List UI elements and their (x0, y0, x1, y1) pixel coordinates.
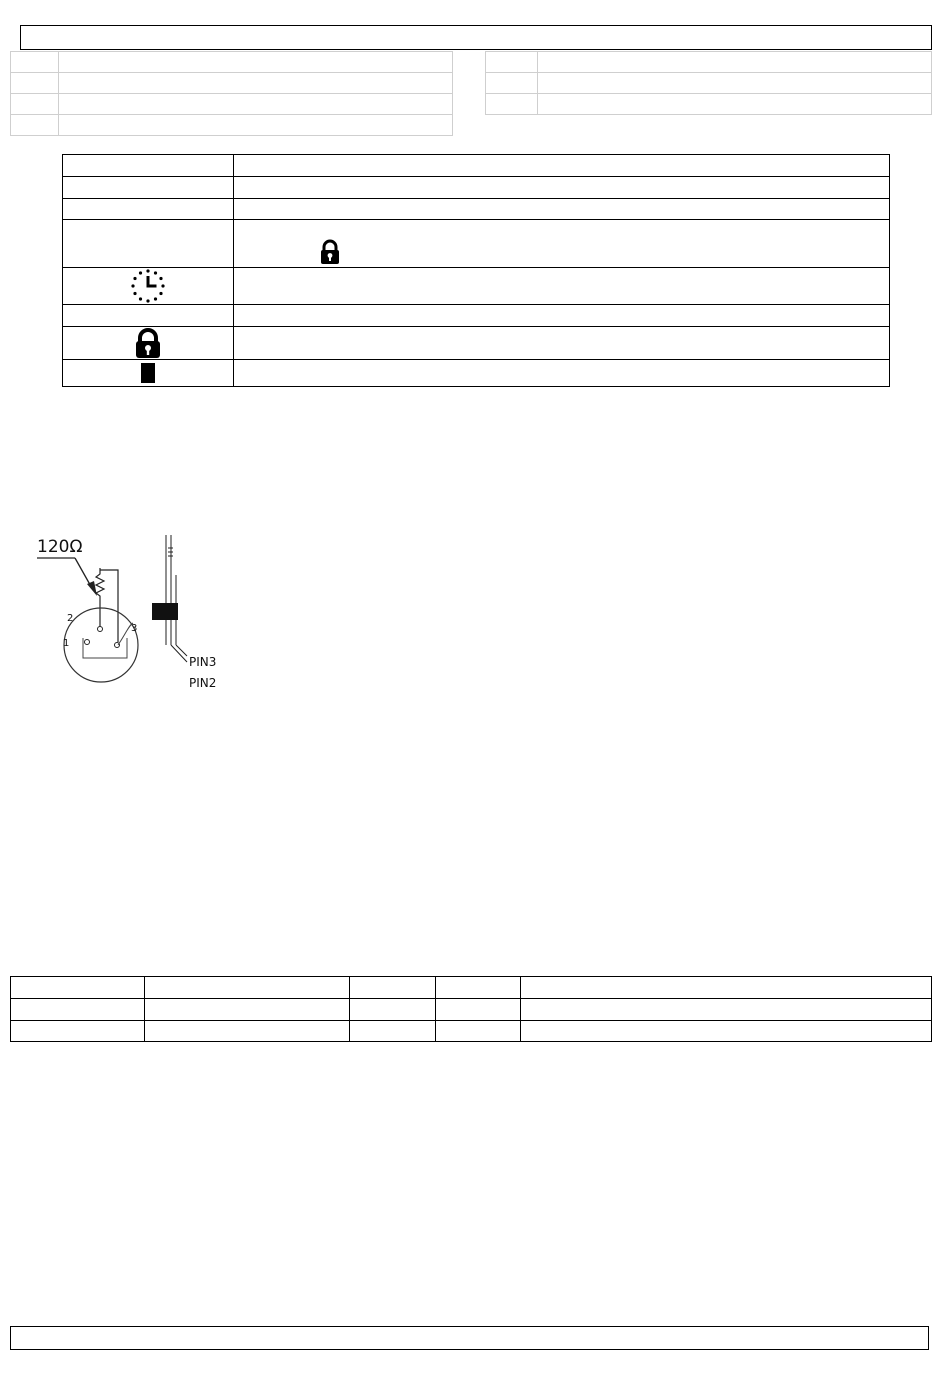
icon-table (62, 154, 890, 387)
pin2-label: PIN2 (189, 676, 217, 690)
clock-dot (139, 297, 142, 300)
table-cell (234, 177, 890, 199)
table-cell (145, 999, 350, 1021)
resistor-symbol (96, 568, 104, 627)
table-cell (486, 52, 538, 73)
table-cell (350, 977, 436, 999)
pin-hole (98, 627, 103, 632)
table-row (11, 999, 932, 1021)
table-cell (521, 1021, 932, 1042)
header-bar (20, 25, 932, 50)
clock-dot (146, 269, 149, 272)
clock-dot (133, 277, 136, 280)
table-cell (63, 177, 234, 199)
table-cell (11, 52, 59, 73)
clock-dot (146, 299, 149, 302)
black-square-icon (140, 362, 156, 384)
table-row (63, 268, 890, 305)
table-cell (538, 73, 932, 94)
table-row (63, 177, 890, 199)
clock-dot (131, 284, 134, 287)
pin-number: 1 (63, 638, 70, 649)
clock-dot (159, 277, 162, 280)
table-cell (63, 199, 234, 220)
pin-hole (85, 640, 90, 645)
bottom-table (10, 976, 932, 1042)
table-cell (11, 73, 59, 94)
clock-dot (154, 271, 157, 274)
table-cell (436, 977, 521, 999)
table-cell (350, 1021, 436, 1042)
table-cell (234, 360, 890, 387)
clock-dot (154, 297, 157, 300)
table-cell (11, 999, 145, 1021)
table-cell (436, 1021, 521, 1042)
table-row (63, 220, 890, 268)
table-cell (11, 115, 59, 136)
table-row (63, 155, 890, 177)
table-cell (234, 155, 890, 177)
table-row (486, 52, 932, 73)
table-cell (350, 999, 436, 1021)
top-right-table (485, 51, 932, 115)
table-cell (59, 115, 453, 136)
table-cell (63, 327, 234, 360)
table-row (11, 94, 453, 115)
table-cell (234, 327, 890, 360)
pin-3-leader (176, 645, 187, 656)
clock-dot (161, 284, 164, 287)
table-row (11, 1021, 932, 1042)
table-cell (11, 1021, 145, 1042)
footer-bar (10, 1326, 929, 1350)
top-left-table (10, 51, 453, 136)
table-row (11, 115, 453, 136)
pin-number: 3 (131, 623, 138, 634)
table-cell (234, 268, 890, 305)
table-cell (63, 155, 234, 177)
table-cell (486, 94, 538, 115)
table-cell (145, 1021, 350, 1042)
table-row (486, 73, 932, 94)
clock-dot (159, 292, 162, 295)
termination-diagram (25, 530, 235, 695)
table-cell (11, 94, 59, 115)
table-cell (59, 52, 453, 73)
table-cell (63, 268, 234, 305)
table-cell (234, 305, 890, 327)
pin3-label: PIN3 (189, 655, 217, 669)
table-row (63, 305, 890, 327)
table-cell (436, 999, 521, 1021)
lock-icon (319, 239, 341, 265)
table-row (11, 52, 453, 73)
table-cell (63, 305, 234, 327)
table-cell (521, 999, 932, 1021)
clock-dot (133, 292, 136, 295)
table-row (486, 94, 932, 115)
table-row (63, 199, 890, 220)
resistor-label: 120Ω (37, 537, 83, 557)
clock-dot (139, 271, 142, 274)
table-cell (59, 94, 453, 115)
table-cell (538, 52, 932, 73)
table-cell (59, 73, 453, 94)
table-cell (234, 199, 890, 220)
table-cell (11, 977, 145, 999)
table-row (63, 327, 890, 360)
table-cell (486, 73, 538, 94)
table-row (11, 73, 453, 94)
clock-icon (130, 268, 166, 304)
table-cell (521, 977, 932, 999)
table-cell (63, 360, 234, 387)
pin-number: 2 (67, 613, 74, 624)
table-cell (145, 977, 350, 999)
table-row (63, 360, 890, 387)
table-cell (63, 220, 234, 268)
table-cell (538, 94, 932, 115)
plug-body (152, 603, 178, 620)
lock-icon (134, 328, 162, 359)
table-row (11, 977, 932, 999)
table-cell (234, 220, 890, 268)
